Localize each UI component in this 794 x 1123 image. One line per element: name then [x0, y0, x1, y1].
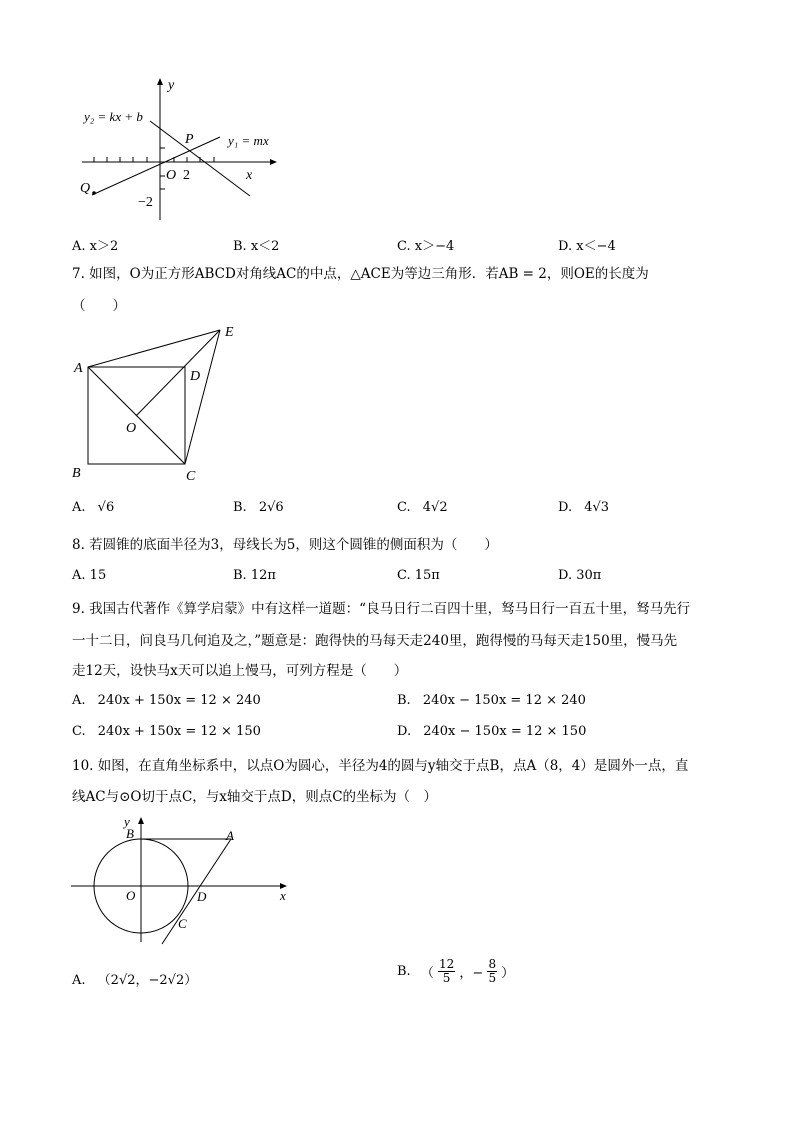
q6-option-b: [233, 235, 279, 254]
option-letter: D.: [558, 568, 573, 583]
q6-option-c: [397, 235, 454, 254]
line2-label: y₂ = kx + b: [84, 109, 143, 124]
option-text: x＜2: [250, 239, 280, 254]
fraction-numerator: 12: [438, 957, 455, 971]
option-letter: A.: [72, 568, 86, 583]
point-b-label: B: [126, 826, 134, 841]
center-o-label: O: [126, 421, 137, 436]
q7-stem-line2: （ ）: [72, 298, 126, 314]
q7-option-c: [397, 500, 448, 515]
option-text: 4√3: [584, 500, 610, 515]
x-axis-label: x: [280, 888, 286, 903]
option-letter: B.: [233, 568, 247, 583]
option-text: 15π: [414, 568, 440, 583]
q8-option-b: [233, 568, 276, 583]
option-text: 240x + 150x = 12 × 240: [97, 693, 261, 708]
q6-graph: [70, 75, 290, 225]
option-text: x＜−4: [576, 239, 616, 254]
q7-square-figure: [70, 320, 250, 490]
q6-option-d: [558, 235, 616, 254]
origin-label: O: [126, 888, 136, 903]
fraction-denominator: 5: [488, 971, 497, 985]
option-text: x＞2: [89, 239, 119, 254]
fraction-numerator: 8: [488, 957, 497, 971]
q7-option-b: [233, 500, 284, 515]
option-text: x＞−4: [414, 239, 455, 254]
option-letter: D.: [558, 239, 573, 254]
option-text: 30π: [576, 568, 602, 583]
point-q-dot: [92, 191, 96, 195]
y-axis-label: y: [124, 814, 130, 829]
q10-stem-line2: 线AC与⊙O切于点C，与x轴交于点D，则点C的坐标为（ ）: [72, 789, 438, 805]
option-letter: A.: [72, 500, 86, 515]
option-text: 15: [89, 568, 107, 583]
q9-option-d: [397, 724, 586, 739]
option-letter: C.: [72, 724, 86, 739]
y-axis-label: y: [168, 78, 175, 93]
option-text: 240x + 150x = 12 × 150: [97, 724, 261, 739]
option-text: 12π: [250, 568, 276, 583]
option-text: 4√2: [422, 500, 448, 515]
option-letter: C.: [397, 239, 411, 254]
q9-option-b: [397, 693, 586, 708]
point-p-label: P: [185, 132, 194, 147]
option-separator: ，−: [459, 966, 484, 981]
q8-option-c: [397, 568, 440, 583]
q10-stem-line1: 10. 如图，在直角坐标系中，以点O为圆心，半径为4的圆与y轴交于点B，点A（8，4）是圆外一点，直: [72, 758, 689, 774]
option-paren-open: （: [420, 966, 434, 981]
option-letter: C.: [397, 500, 411, 515]
point-c-label: C: [178, 916, 187, 931]
option-text: 240x − 150x = 12 × 150: [423, 724, 587, 739]
vertex-c-label: C: [186, 469, 196, 484]
option-letter: B.: [233, 500, 247, 515]
origin-label: O: [166, 168, 177, 183]
q9-stem-line1: 9. 我国古代著作《算学启蒙》中有这样一道题：“良马日行二百四十里，驽马日行一百五十里，驽马先行: [72, 601, 691, 617]
option-letter: B.: [233, 239, 247, 254]
q7-stem-line1: 7. 如图，O为正方形ABCD对角线AC的中点，△ACE为等边三角形．若AB = 2，则OE的长度为: [72, 266, 649, 282]
q9-stem-line2: 一十二日，问良马几何追及之，”题意是：跑得快的马每天走240里，跑得慢的马每天走150里，慢马先: [72, 633, 678, 649]
line-y1: [92, 137, 220, 195]
option-text: √6: [97, 500, 115, 515]
vertex-d-label: D: [190, 369, 201, 384]
x-axis-label: x: [246, 168, 253, 183]
q9-option-c: [72, 724, 261, 739]
option-text: （2√2，−2√2）: [97, 973, 198, 988]
option-letter: A.: [72, 239, 86, 254]
option-text: 2√6: [258, 500, 284, 515]
point-q-label: Q: [80, 181, 91, 196]
option-letter: D.: [558, 500, 573, 515]
q6-option-a: [72, 235, 118, 254]
q10-option-a: [72, 969, 197, 988]
option-letter: C.: [397, 568, 411, 583]
vertex-a-label: A: [74, 361, 83, 376]
option-letter: D.: [397, 724, 412, 739]
q9-stem-line3: 走12天，设快马x天可以追上慢马，可列方程是（ ）: [72, 663, 408, 679]
q7-option-d: [558, 500, 609, 515]
fraction-8-5: [487, 958, 497, 985]
q10-circle-figure: [66, 812, 306, 952]
vertex-b-label: B: [72, 466, 81, 481]
tick-2-label: 2: [183, 168, 190, 183]
option-text: 240x − 150x = 12 × 240: [422, 693, 586, 708]
option-letter: A.: [72, 973, 86, 988]
point-d-label: D: [197, 889, 207, 904]
q7-option-a: [72, 500, 114, 515]
fraction-denominator: 5: [442, 971, 451, 985]
q9-option-a: [72, 693, 261, 708]
tick-neg2-label: −2: [138, 195, 153, 210]
q8-option-d: [558, 568, 601, 583]
q8-stem: 8. 若圆锥的底面半径为3，母线长为5，则这个圆锥的侧面积为（ ）: [72, 537, 498, 553]
vertex-e-label: E: [225, 325, 234, 340]
option-paren-close: ）: [501, 966, 515, 981]
point-a-label: A: [226, 828, 234, 843]
option-letter: B.: [397, 693, 411, 708]
q8-option-a: [72, 568, 106, 583]
fraction-12-5: [438, 958, 455, 985]
line1-label: y₁ = mx: [228, 133, 269, 148]
option-letter: B.: [397, 964, 411, 979]
option-letter: A.: [72, 693, 86, 708]
q10-option-b: [397, 958, 514, 985]
